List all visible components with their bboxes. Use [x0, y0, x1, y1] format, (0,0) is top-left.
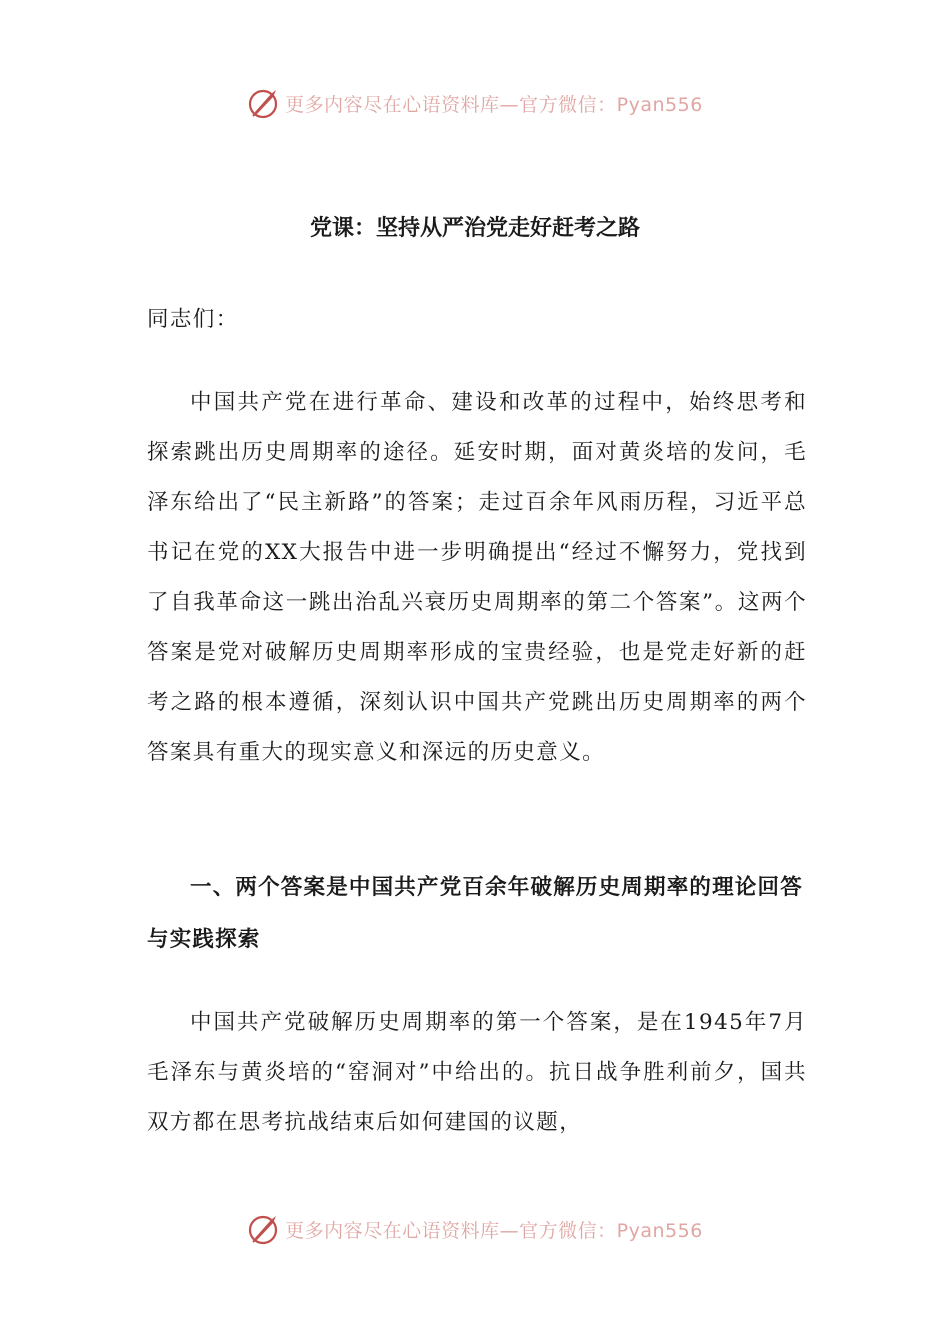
salutation: 同志们：: [147, 307, 239, 332]
paragraph-1: 中国共产党在进行革命、建设和改革的过程中，始终思考和探索跳出历史周期率的途径。延安时期，面对黄炎培的发问，毛泽东给出了“民主新路”的答案；走过百余年风雨历程，习近平总书记在党的XX大报告中进一步明确提出“经过不懈努力，党找到了自我革命这一跳出治乱兴衰历史周期率的第二个答案”。这两个答案是党对破解历史周期率形成的宝贵经验，也是党走好新的赶考之路的根本遵循，深刻认识中国共产党跳出历史周期率的两个答案具有重大的现实意义和深远的历史意义。: [147, 390, 807, 765]
header-watermark: [0, 83, 950, 123]
footer-watermark: [0, 1209, 950, 1249]
watermark-text: 更多内容尽在心语资料库—官方微信：Pyan556: [285, 1219, 703, 1242]
document-title: 党课：坚持从严治党走好赶考之路: [309, 216, 640, 241]
section-heading-1: 一、两个答案是中国共产党百余年破解历史周期率的理论回答与实践探索: [147, 875, 803, 952]
paragraph-2: 中国共产党破解历史周期率的第一个答案，是在1945年7月毛泽东与黄炎培的“窑洞对”中给出的。抗日战争胜利前夕，国共双方都在思考抗战结束后如何建国的议题，: [147, 1010, 807, 1135]
watermark-text: 更多内容尽在心语资料库—官方微信：Pyan556: [285, 93, 703, 116]
pen-feather-logo-icon: [247, 1212, 281, 1246]
pen-feather-logo-icon: [247, 86, 281, 120]
